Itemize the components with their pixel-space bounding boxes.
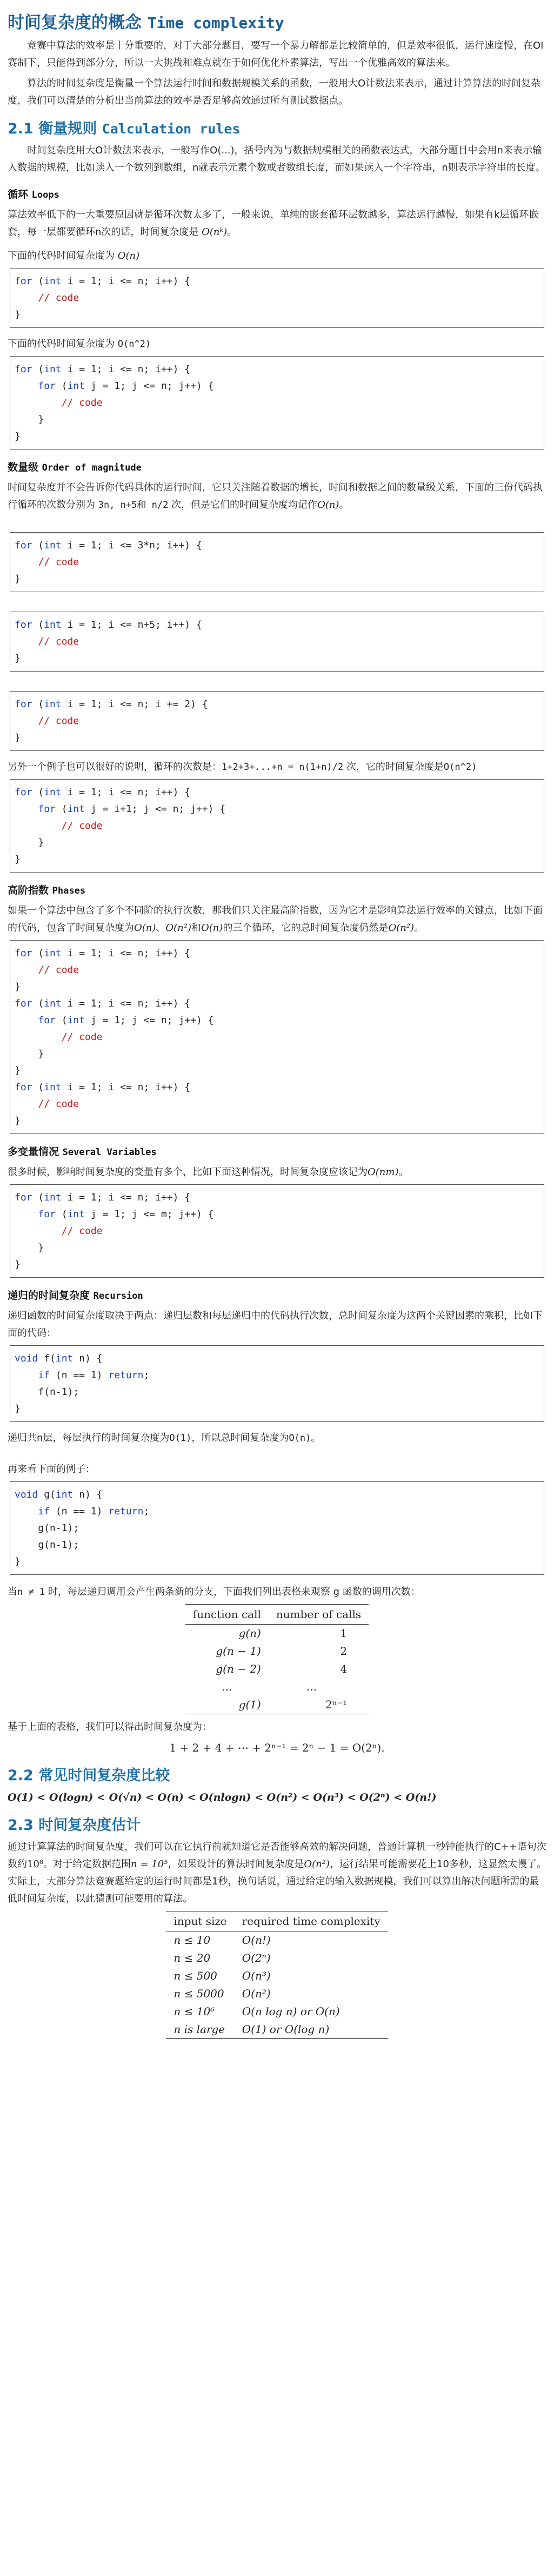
table-header: input size	[166, 1911, 234, 1931]
recursion-para-2: 递归共n层，每层执行的时间复杂度为O(1)，所以总时间复杂度为O(n)。	[8, 1432, 321, 1444]
code-line: }	[15, 1259, 21, 1270]
code-block-3	[10, 532, 544, 592]
recursion-para-3: 再来看下面的例子：	[8, 1464, 95, 1475]
rules-para: 时间复杂度用大O计数法来表示，一般写作O(...)，括号内为与数据规模相关的函数表达式，大部分题目中会用n来表示输入数据的规模，比如读入一个数列到数组，n就表示元素个数或者数组长度，而如果读入一个字符串，n则表示字符串的长度。	[8, 145, 545, 173]
code-line: for (int i = 1; i <= n+5; i++) {	[15, 619, 202, 630]
loops-para: 算法效率低下的一大重要原因就是循环次数太多了，一般来说，单纯的嵌套循环层数越多，算法运行越慢，如果有k层循环嵌套，每一层都要循环n次的话，时间复杂度是 O(nᵏ)。	[8, 209, 539, 238]
table-cell: g(n)	[238, 1627, 261, 1640]
table-cell: 2ⁿ⁻¹	[269, 1696, 369, 1714]
code-comment: // code	[61, 397, 103, 408]
code-comment: // code	[38, 715, 79, 727]
intro-para-2: 算法的时间复杂度是衡量一个算法运行时间和数据规模关系的函数，一般用大O计数法来表示，通过计算算法的时间复杂度，我们可以清楚的分析出当前算法的效率是否足够高效通过所有测试数据点。	[8, 78, 541, 106]
code-line: if (n == 1) return;	[38, 1370, 150, 1381]
code-line: }	[15, 837, 44, 848]
code-line: for (int j = 1; j <= n; j++) {	[38, 380, 214, 392]
table-row	[185, 1625, 369, 1643]
code-line: }	[15, 1065, 21, 1076]
table-cell: 1	[340, 1627, 348, 1640]
code-block-10	[10, 1481, 544, 1575]
code-line	[15, 964, 79, 976]
code-line	[15, 820, 103, 831]
code-line	[15, 292, 79, 304]
table-cell: 4	[340, 1662, 348, 1675]
code-line: for (int i = 1; i <= 3*n; i++) {	[15, 540, 202, 551]
code-line: for (int j = i+1; j <= n; j++) {	[38, 803, 226, 815]
code-line: for (int i = 1; i <= n; i++) {	[15, 1082, 191, 1093]
code-comment: // code	[61, 1031, 103, 1043]
code-comment: // code	[38, 964, 79, 976]
table-header: required time complexity	[235, 1911, 388, 1931]
code-line: for (int i = 1; i <= n; i++) {	[15, 364, 191, 375]
table-cell: n ≤ 500	[173, 1969, 217, 1982]
code-line: }	[15, 431, 21, 442]
complexity-order: O(1) < O(logn) < O(√n) < O(n) < O(nlogn) < O(n²) < O(n³) < O(2ⁿ) < O(n!)	[8, 1792, 437, 1803]
code-line	[15, 1225, 103, 1237]
code-line	[15, 715, 79, 727]
table-row	[185, 1660, 369, 1678]
table-row	[166, 2003, 388, 2021]
page-title	[8, 11, 546, 35]
table-header-row	[185, 1605, 369, 1625]
table-cell: O(n³)	[242, 1969, 271, 1982]
code-line: for (int i = 1; i <= n; i++) {	[15, 276, 191, 287]
code-block-8	[10, 1184, 544, 1278]
code-line	[15, 556, 79, 568]
table-cell: n is large	[166, 2021, 234, 2039]
calls-table	[185, 1604, 369, 1714]
code-line: g(n-1);	[15, 1539, 79, 1551]
code-comment: // code	[38, 636, 79, 647]
table-row	[166, 2021, 388, 2039]
code-block-2	[10, 356, 544, 450]
code-line: }	[15, 1048, 44, 1059]
code1-label: 下面的代码时间复杂度为 O(n)	[8, 250, 140, 261]
code-line: for (int j = 1; j <= m; j++) {	[38, 1209, 214, 1220]
table-cell: g(n − 1)	[216, 1645, 261, 1658]
code-block-4	[10, 612, 544, 672]
table-cell: …	[221, 1680, 232, 1693]
code-line: }	[15, 1242, 44, 1253]
table-cell: n ≤ 10⁶	[173, 2005, 215, 2018]
phases-para: 如果一个算法中包含了多个不同阶的执行次数，那我们只关注最高阶指数，因为它才是影响算法运行效率的关键点，比如下面的代码，包含了时间复杂度为O(n)、O(n²)和O(n)的三个循环，它的总时间复杂度仍然是O(n²)。	[8, 905, 543, 934]
estimate-para: 通过计算算法的时间复杂度，我们可以在它执行前就知道它是否能够高效的解决问题，普通计算机一秒钟能执行的C++语句次数约10⁸。对于给定数据范围n = 10⁵，如果设计的算法时间复杂度是O(n²)，运行结果可能需要花上10多秒，这显然太慢了。实际上，大部分算法竞赛题给定的运行时间都是1秒，换句话说，通过给定的输入数据规模，我们可以算出解决问题所需的最低时间复杂度，以此猜测可能要用的算法。	[8, 1841, 546, 1904]
recursion-heading: 递归的时间复杂度 Recursion	[8, 1290, 143, 1302]
code-line: }	[15, 981, 21, 992]
table-cell: …	[306, 1680, 317, 1693]
code-line	[15, 397, 103, 408]
code-line: for (int i = 1; i <= n; i++) {	[15, 1192, 191, 1203]
code-line: }	[15, 854, 21, 865]
table-header: function call	[185, 1605, 269, 1625]
code-line: for (int i = 1; i <= n; i++) {	[15, 998, 191, 1009]
code-line: f(n-1);	[15, 1386, 79, 1398]
table-header-row	[166, 1911, 388, 1931]
table-row	[185, 1678, 369, 1696]
code-line: for (int j = 1; j <= n; j++) {	[38, 1015, 214, 1026]
code-line	[15, 1031, 103, 1043]
title-en: Time complexity	[147, 14, 284, 32]
section-heading-2-2: 2.2 常见时间复杂度比较	[8, 1767, 170, 1784]
code-comment: // code	[38, 292, 79, 304]
table-cell: O(n log n) or O(n)	[242, 2005, 340, 2018]
code-line: void f(int n) {	[15, 1353, 103, 1364]
input-size-table	[166, 1911, 388, 2039]
code-block-7	[10, 940, 544, 1134]
code-comment: // code	[38, 556, 79, 568]
table-cell: n ≤ 5000	[173, 1987, 224, 2000]
code-line: }	[15, 309, 21, 320]
table-header: number of calls	[269, 1605, 369, 1625]
table-cell: g(1)	[185, 1696, 269, 1714]
code-line	[15, 1098, 79, 1110]
code-line: for (int i = 1; i <= n; i++) {	[15, 948, 191, 959]
code-line	[15, 636, 79, 647]
recursion-para: 递归函数的时间复杂度取决于两点：递归层数和每层递归中的代码执行次数，总时间复杂度为这两个关键因素的乘积，比如下面的代码：	[8, 1310, 543, 1339]
order-para: 时间复杂度并不会告诉你代码具体的运行时间，它只关注随着数据的增长，时间和数据之间的数量级关系，下面的三份代码执行循环的次数分别为 3n, n+5和 n/2 次，但是它们的时间复杂度均记作O(n)。	[8, 482, 543, 511]
code-line: }	[15, 1403, 21, 1414]
code-comment: // code	[38, 1098, 79, 1110]
code-block-1	[10, 268, 544, 328]
code-line: }	[15, 732, 21, 743]
code-comment: // code	[61, 1225, 103, 1237]
title-cn: 时间复杂度的概念	[8, 13, 142, 32]
table-row	[166, 1985, 388, 2003]
phases-heading: 高阶指数 Phases	[8, 884, 86, 896]
table-row	[166, 1949, 388, 1967]
recursion-formula: 1 + 2 + 4 + ⋯ + 2ⁿ⁻¹ = 2ⁿ − 1 = O(2ⁿ).	[169, 1741, 385, 1754]
table-row	[185, 1696, 369, 1714]
code-line: }	[15, 653, 21, 664]
order-heading: 数量级 Order of magnitude	[8, 461, 142, 473]
code-block-6	[10, 779, 544, 873]
table-row	[185, 1642, 369, 1660]
code-line: for (int i = 1; i <= n; i++) {	[15, 787, 191, 798]
code-line: }	[15, 1556, 21, 1567]
table-row	[166, 1967, 388, 1985]
code-line: if (n == 1) return;	[38, 1506, 150, 1517]
table-cell: n ≤ 20	[173, 1951, 211, 1964]
code-line: }	[15, 1115, 21, 1126]
table-cell: g(n − 2)	[216, 1662, 261, 1675]
code-line: for (int i = 1; i <= n; i += 2) {	[15, 699, 208, 710]
intro-para-1: 竞赛中算法的效率是十分重要的，对于大部分题目，要写一个暴力解都是比较简单的，但是效率很低，运行速度慢，在OI赛制下，只能得到部分分，所以一大挑战和难点就在于如何优化朴素算法，写出一个优雅高效的算法来。	[8, 40, 544, 69]
recursion-para-5: 基于上面的表格，我们可以得出时间复杂度为：	[8, 1721, 212, 1733]
multi-para: 很多时候，影响时间复杂度的变量有多个，比如下面这种情况，时间复杂度应该记为O(nm)。	[8, 1166, 409, 1178]
table-cell: O(2ⁿ)	[242, 1951, 271, 1964]
table-cell: n ≤ 10	[173, 1934, 211, 1947]
code-line: }	[15, 573, 21, 585]
table-row	[166, 1931, 388, 1950]
table-cell: O(n!)	[242, 1934, 271, 1947]
recursion-para-4: 当n ≠ 1 时，每层递归调用会产生两条新的分支，下面我们列出表格来观察 g 函数的调用次数：	[8, 1586, 420, 1598]
section-heading-2-3: 2.3 时间复杂度估计	[8, 1817, 141, 1834]
table-cell: 2	[340, 1645, 348, 1658]
code-line: }	[15, 414, 44, 425]
code-line: g(n-1);	[15, 1522, 79, 1534]
loops-heading: 循环 Loops	[8, 189, 59, 200]
code-block-5	[10, 691, 544, 751]
section-heading-2-1: 2.1 衡量规则 Calculation rules	[8, 120, 241, 137]
order-para-2: 另外一个例子也可以很好的说明，循环的次数是：1+2+3+...+n = n(1+n)/2 次，它的时间复杂度是O(n^2)	[8, 761, 477, 773]
table-cell: O(1) or O(log n)	[235, 2021, 388, 2039]
code-block-9	[10, 1345, 544, 1422]
multi-heading: 多变量情况 Several Variables	[8, 1146, 157, 1158]
table-cell: O(n²)	[242, 1987, 271, 2000]
code-comment: // code	[61, 820, 103, 831]
code2-label: 下面的代码时间复杂度为 O(n^2)	[8, 338, 151, 350]
code-line: void g(int n) {	[15, 1489, 103, 1500]
